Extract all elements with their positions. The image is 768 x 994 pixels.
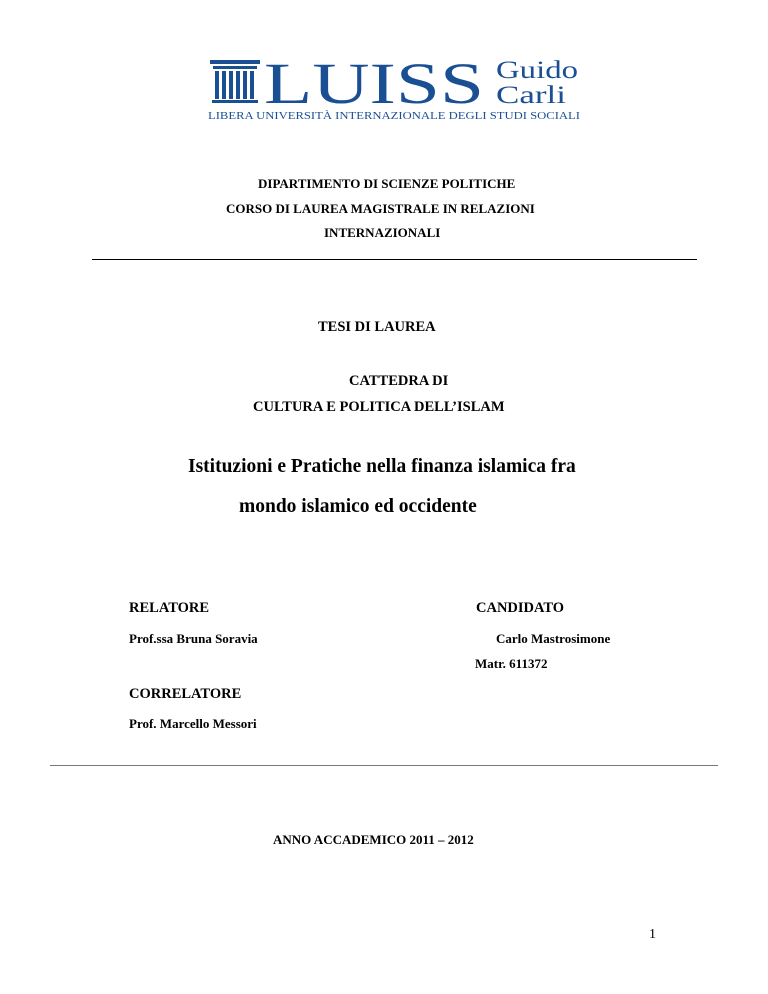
candidato-matricola: Matr. 611372: [475, 656, 548, 671]
logo-suffix-carli: Carli: [496, 82, 567, 109]
correlatore-name: Prof. Marcello Messori: [129, 716, 257, 731]
candidato-label: CANDIDATO: [476, 600, 565, 616]
academic-year: ANNO ACCADEMICO 2011 – 2012: [273, 832, 474, 847]
chair-name: CULTURA E POLITICA DELL’ISLAM: [253, 399, 505, 415]
department-name: DIPARTIMENTO DI SCIENZE POLITICHE: [258, 176, 516, 191]
chair-label: CATTEDRA DI: [349, 373, 449, 389]
candidato-name: Carlo Mastrosimone: [496, 631, 611, 646]
logo-wordmark: LUISS: [264, 56, 484, 116]
thesis-type: TESI DI LAUREA: [318, 319, 436, 335]
relatore-label: RELATORE: [129, 600, 210, 616]
footer-divider: [50, 765, 718, 766]
relatore-name: Prof.ssa Bruna Soravia: [129, 631, 258, 646]
logo-suffix-guido: Guido: [496, 57, 578, 84]
luiss-logo: [208, 56, 580, 120]
course-name-line1: CORSO DI LAUREA MAGISTRALE IN RELAZIONI: [226, 201, 535, 216]
thesis-title-line1: Istituzioni e Pratiche nella finanza islamica fra: [188, 456, 576, 477]
header-divider: [92, 259, 697, 260]
page-number: 1: [649, 927, 656, 942]
correlatore-label: CORRELATORE: [129, 686, 242, 702]
course-name-line2: INTERNAZIONALI: [324, 225, 441, 240]
column-icon: [210, 60, 260, 103]
thesis-title-line2: mondo islamico ed occidente: [239, 496, 477, 517]
logo-tagline: LIBERA UNIVERSITÀ INTERNAZIONALE DEGLI STUDI SOCIALI: [208, 111, 517, 120]
